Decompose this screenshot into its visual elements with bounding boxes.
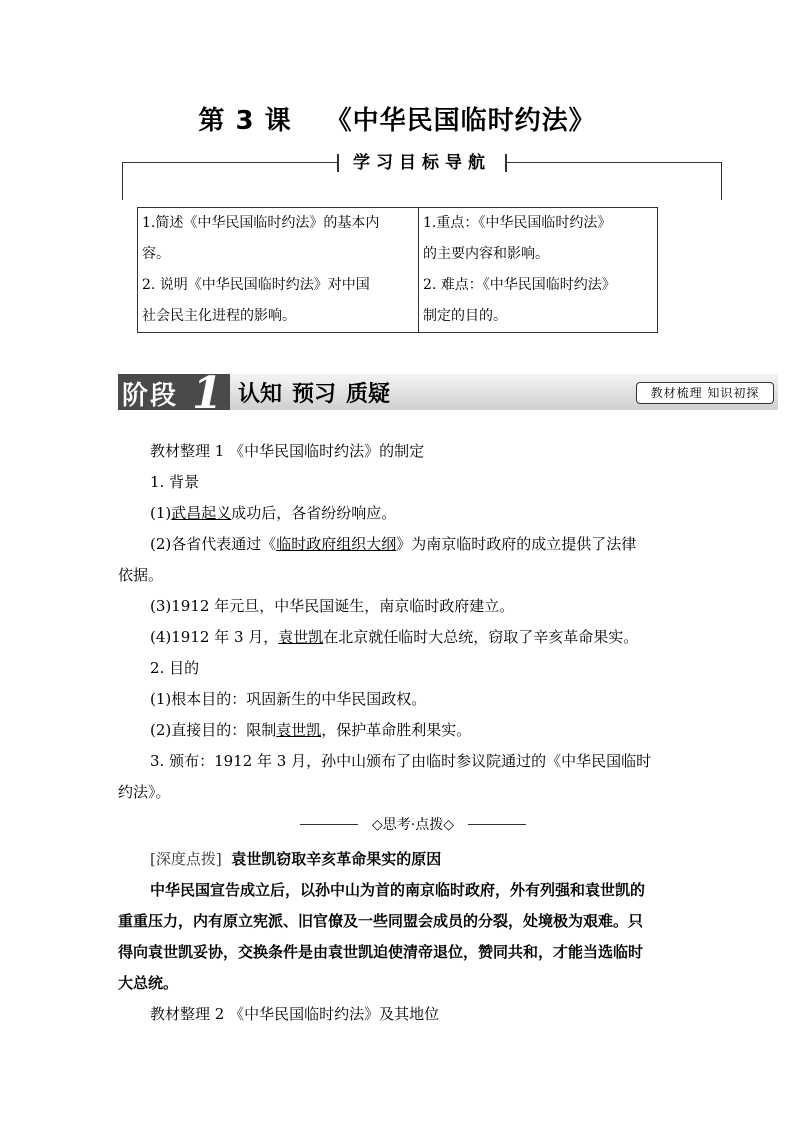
banner-number: 1 xyxy=(192,368,223,419)
think-divider xyxy=(300,814,526,834)
goals-left-cell xyxy=(138,208,419,333)
deep-line: 大总统。 xyxy=(118,974,179,992)
goal-left-line: 2. 说明《中华民国临时约法》对中国 xyxy=(142,277,370,293)
page-title xyxy=(0,100,794,137)
publish-line xyxy=(150,750,651,771)
text: (4)1912 年 3 月， xyxy=(150,628,279,646)
text: 》为南京临时政府的成立提供了法律 xyxy=(396,535,637,553)
goal-left-line: 社会民主化进程的影响。 xyxy=(142,308,296,324)
goals-table xyxy=(137,207,658,333)
lesson-name: 《中华民国临时约法》 xyxy=(325,106,596,136)
banner-heading xyxy=(238,377,400,408)
goal-right-line: 2. 难点：《中华民国临时约法》 xyxy=(423,277,616,293)
deep-line: 得向袁世凯妥协，交换条件是由袁世凯迫使清帝退位，赞同共和，才能当选临时 xyxy=(118,943,644,961)
background-item-1 xyxy=(150,502,396,523)
publish-title: 3. 颁布： xyxy=(150,752,215,770)
text: 在北京就任临时大总统，窃取了辛亥革命果实。 xyxy=(323,628,639,646)
background-title: 1. 背景 xyxy=(150,473,200,491)
goals-right-cell xyxy=(419,208,658,333)
text: (2)各省代表通过《 xyxy=(150,535,277,553)
underlined-answer: 武昌起义 xyxy=(171,504,232,522)
banner-heading-1: 认知 xyxy=(238,382,283,407)
goal-left-line: 1.简述《中华民国临时约法》的基本内 xyxy=(142,215,380,231)
background-item-2 xyxy=(150,533,636,554)
deep-tag: [深度点拨] xyxy=(150,850,222,868)
stage-banner xyxy=(118,368,778,419)
underlined-answer: 袁世凯 xyxy=(276,721,322,739)
banner-heading-2: 预习 xyxy=(292,382,337,407)
nav-divider-left xyxy=(122,162,123,200)
deep-title: 袁世凯窃取辛亥革命果实的原因 xyxy=(231,850,442,868)
banner-heading-3: 质疑 xyxy=(346,382,391,407)
section1-heading: 教材整理 1 《中华民国临时约法》的制定 xyxy=(150,442,425,460)
deep-heading xyxy=(150,848,441,869)
goal-right-line: 1.重点：《中华民国临时约法》 xyxy=(423,215,612,231)
text: (2)直接目的：限制 xyxy=(150,721,277,739)
goal-right-line: 的主要内容和影响。 xyxy=(423,246,549,262)
background-item-4 xyxy=(150,626,638,647)
think-label: ◇思考·点拨◇ xyxy=(358,814,468,834)
banner-tag: 教材梳理 知识初探 xyxy=(636,382,774,404)
banner-stage: 阶段 xyxy=(122,381,179,411)
publish-text: 1912 年 3 月，孙中山颁布了由临时参议院通过的《中华民国临时 xyxy=(214,752,652,770)
deep-line: 中华民国宣告成立后，以孙中山为首的南京临时政府，外有列强和袁世凯的 xyxy=(150,881,646,899)
purpose-item-2 xyxy=(150,719,471,740)
purpose-item-1: (1)根本目的：巩固新生的中华民国政权。 xyxy=(150,690,427,708)
goal-left-line: 容。 xyxy=(142,246,170,262)
nav-label: 学习目标导航 xyxy=(337,150,507,176)
background-item-2-cont: 依据。 xyxy=(118,566,164,584)
text: ，保护革命胜利果实。 xyxy=(321,721,472,739)
text: (1) xyxy=(150,504,172,522)
publish-line-cont: 约法》。 xyxy=(118,783,171,801)
lesson-number: 第 3 课 xyxy=(198,106,292,136)
underlined-answer: 临时政府组织大纲 xyxy=(276,535,397,553)
purpose-title: 2. 目的 xyxy=(150,659,200,677)
underlined-answer: 袁世凯 xyxy=(278,628,324,646)
text: 成功后，各省纷纷响应。 xyxy=(231,504,397,522)
background-item-3: (3)1912 年元旦，中华民国诞生，南京临时政府建立。 xyxy=(150,597,515,615)
goal-right-line: 制定的目的。 xyxy=(423,308,507,324)
nav-divider-right xyxy=(721,162,722,200)
deep-line: 重重压力，内有原立宪派、旧官僚及一些同盟会成员的分裂，处境极为艰难。只 xyxy=(118,912,644,930)
section2-heading: 教材整理 2 《中华民国临时约法》及其地位 xyxy=(150,1005,440,1023)
